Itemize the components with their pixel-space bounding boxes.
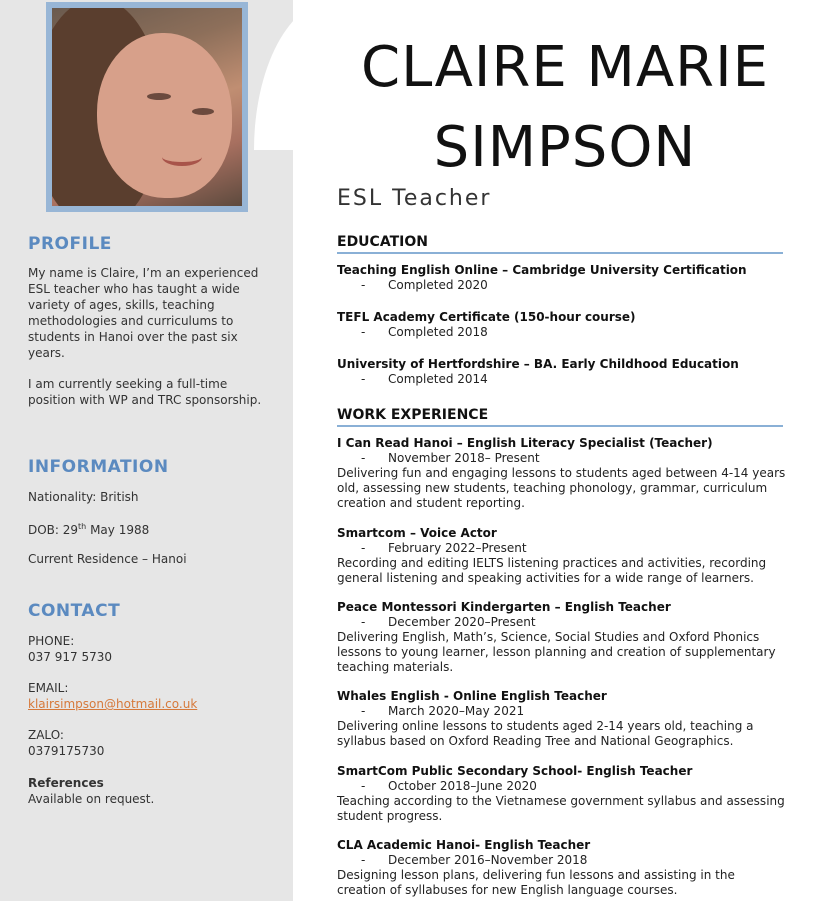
zalo-label: ZALO:: [28, 728, 64, 742]
work-item: [337, 838, 787, 898]
education-item: [337, 310, 787, 340]
work-title: Smartcom – Voice Actor: [337, 526, 497, 540]
education-title: TEFL Academy Certificate (150-hour course): [337, 310, 636, 324]
work-date: - December 2020–Present: [361, 615, 536, 629]
references-value: Available on request.: [28, 792, 155, 806]
education-title: Teaching English Online – Cambridge University Certification: [337, 263, 747, 277]
work-title: I Can Read Hanoi – English Literacy Specialist (Teacher): [337, 436, 713, 450]
profile-photo-frame: [46, 2, 248, 212]
work-experience-heading: WORK EXPERIENCE: [337, 407, 783, 427]
education-item: [337, 263, 787, 293]
name-line-1: CLAIRE MARIE: [361, 35, 769, 100]
work-description: Teaching according to the Vietnamese government syllabus and assessing student progress.: [337, 794, 785, 823]
work-date: - October 2018–June 2020: [361, 779, 537, 793]
phone-label: PHONE:: [28, 634, 75, 648]
work-description: Delivering English, Math’s, Science, Social Studies and Oxford Phonics lessons to young learner, lesson planning and creation of supplementary teaching materials.: [337, 630, 776, 674]
work-date: - November 2018– Present: [361, 451, 540, 465]
email-link[interactable]: klairsimpson@hotmail.co.uk: [28, 697, 198, 711]
work-description: Delivering fun and engaging lessons to students aged between 4-14 years old, assessing new students, teaching phonology, grammar, curriculum creation and student reporting.: [337, 466, 786, 510]
education-item: [337, 357, 787, 387]
phone-value: 037 917 5730: [28, 650, 112, 664]
education-title: University of Hertfordshire – BA. Early Childhood Education: [337, 357, 739, 371]
education-heading: EDUCATION: [337, 234, 783, 254]
nationality-text: Nationality: British: [28, 490, 139, 504]
profile-photo: [52, 8, 242, 206]
work-description: Designing lesson plans, delivering fun lessons and assisting in the creation of syllabuses for new English language courses.: [337, 868, 735, 897]
work-title: CLA Academic Hanoi- English Teacher: [337, 838, 591, 852]
education-date: - Completed 2018: [361, 325, 488, 339]
information-heading: INFORMATION: [28, 457, 169, 477]
work-description: Recording and editing IELTS listening practices and activities, recording general listening and speaking activities for a wide range of learners.: [337, 556, 767, 585]
work-item: [337, 600, 787, 675]
work-date: - December 2016–November 2018: [361, 853, 588, 867]
zalo-value: 0379175730: [28, 744, 105, 758]
work-title: Peace Montessori Kindergarten – English Teacher: [337, 600, 671, 614]
work-title: SmartCom Public Secondary School- English Teacher: [337, 764, 693, 778]
work-item: [337, 764, 787, 824]
contact-heading: CONTACT: [28, 601, 121, 621]
profile-heading: PROFILE: [28, 234, 112, 254]
dob-text: DOB: 29th May 1988: [28, 522, 150, 537]
work-description: Delivering online lessons to students aged 2-14 years old, teaching a syllabus based on Oxford Reading Tree and National Geographics.: [337, 719, 754, 748]
profile-text-2: I am currently seeking a full-time position with WP and TRC sponsorship.: [28, 377, 262, 407]
education-date: - Completed 2020: [361, 278, 488, 292]
profile-text: My name is Claire, I’m an experienced ESL teacher who has taught a wide variety of ages, skills, teaching methodologies and curriculums to students in Hanoi over the past six years.: [28, 266, 259, 360]
work-item: [337, 689, 787, 749]
job-title: ESL Teacher: [337, 186, 492, 211]
residence-text: Current Residence – Hanoi: [28, 552, 187, 566]
work-item: [337, 436, 787, 511]
education-date: - Completed 2014: [361, 372, 488, 386]
email-value: [28, 696, 276, 712]
work-title: Whales English - Online English Teacher: [337, 689, 607, 703]
work-date: - March 2020–May 2021: [361, 704, 525, 718]
name-line-2: SIMPSON: [433, 115, 697, 180]
references-label: References: [28, 776, 104, 790]
work-item: [337, 526, 787, 586]
work-date: - February 2022–Present: [361, 541, 527, 555]
email-label: EMAIL:: [28, 681, 69, 695]
